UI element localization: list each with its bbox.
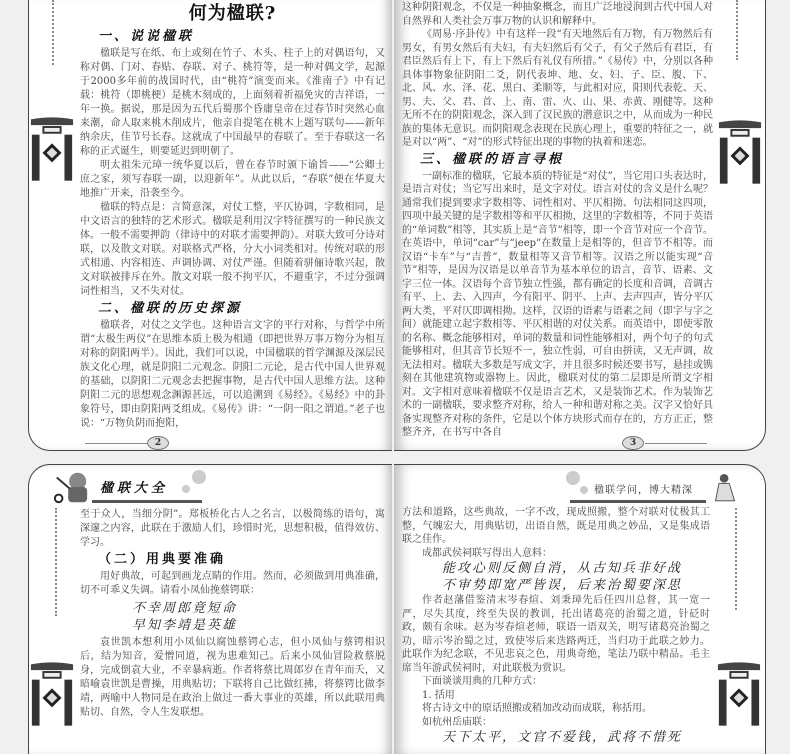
decorative-rule <box>55 508 57 616</box>
header-underline <box>92 500 202 503</box>
couplet-line: 能攻心则反侧自消，从古知兵非好战 <box>442 561 683 576</box>
decorative-rule <box>735 508 737 610</box>
page-number: 2 <box>147 436 169 450</box>
paragraph: 一副标准的楹联，它最本质的特征是“对仗”，当它用口头表达时，是语言对仗；当它写出来时，是文字对仗。语言对仗的含义是什么呢？通常我们提到要求字数相等、词性相对、平仄相拗、句法相同这四项，四项中最关键的是字数相等和平仄相拗，这里的字数相等，不同于英语的“单词数”相等，其实质上是“音节”相等，即一个音节对应一个音节。在英语中，单词“car”与“jeep”在数量上是相等的，但音节不相等。而汉语“卡车”与“吉普”，数量相等又音节相等。汉语之所以能实现“音节”相等，是因为汉语是以单音节为基本单位的语言，音节、语素、文字三位一体。汉语每个音节独立性强，都有确定的长度和音调，音调古有平、上、去、入四声，今有阳平、阴平、上声、去声四声，皆分平仄两大类，平对仄即调相拗。这样，汉语的语素与语素之间（即字与字之间）就能建立起字数相等、平仄相谐的对仗关系。而英语中，即使零散的名称、概念能够相对，单词的数量和词性能够相对，两个句子的句式能够相对，但其音节长短不一，独立性弱，可自由拼读，又无声调，故无法相对。楹联大多数是写成文字，并且很多时候还要书写，悬挂或镌刻在其他建筑物或器物上。因此，楹联对仗的第二层即是所谓文字相对。文字相对意味着楹联不仅是语言艺术，又是装饰艺术。作为装饰艺术的一副楹联，要求整齐对称，给人一种和谐对称之美。汉字又恰好具备实现整齐对称的条件，它是以个体方块形式而存在的，方方正正，整整齐齐，在书写中各自 <box>402 170 713 438</box>
page-3-column <box>402 1 713 440</box>
page-title: 何为楹联? <box>188 3 277 24</box>
couplet <box>402 560 710 594</box>
bottom-left-column <box>80 508 385 720</box>
paragraph: 用好典故，可起到画龙点睛的作用。然而，必须做到用典准确，切不可乖义失调。请看小凤仙挽蔡锷联： <box>80 571 385 596</box>
section-heading: 三、楹联的语言寻根 <box>420 151 565 167</box>
page-number-rule <box>85 443 147 444</box>
couplet-line: 不审势即宽严皆误，后来治蜀要深思 <box>442 578 683 593</box>
paragraph: 作者赵藩借鉴清末岑春煊、刘秉璋先后任四川总督，其一宽一严，尽失其度，终至失误的教训，托出诸葛亮的治蜀之道，针砭时政，颇有余味。赵为岑春煊老师，联语一语双关，明写诸葛亮治蜀之功，暗示岑治蜀之过，致使岑后来迭路两迁，当归功于此联之妙力。此联作为纪念联，不见悲哀之色，用典奇绝，笔法乃联中精品。毛主席当年游武侯祠时，对此联极为赏识。 <box>402 595 710 674</box>
bottom-right-column <box>402 506 710 746</box>
running-header: 楹联大全 <box>100 481 169 496</box>
paragraph: 至于众人，当细分阴”。郑板桥化古人之名言，以极简练的语句，寓深邃之内容，此联在于激励人们，珍惜时光，思想积极，值得效仿、学习。 <box>80 509 385 548</box>
decorative-rule <box>736 0 738 60</box>
paragraph: 如杭州岳庙联： <box>422 716 492 728</box>
paragraph: 《周易·序卦传》中有这样一段“有天地然后有万物，有万物然后有男女，有男女然后有夫妇，有夫妇然后有父子，有父子然后有君臣，有君臣然后有上下，有上下然后有礼仪有所措。”《易传》中，分别以各种具体事物象征阴阳二爻，阴代表坤、地、女、妇、子、臣、腹、下、北、风、水、泽、花、黑白、柔顺等，与此相对应，阳则代表乾、天、男、夫、父、君、首、上、南、雷、火、山、果、赤黄、刚健等。这种无所不在的阴阳观念，深入到了汉民族的潜意识之中，从而成为一种民族的集体无意识。而阴阳观念表现在民族心理上，重要的特征之一，就是对以“两”、“对”的形式特征出现的事物的执着和迷恋。 <box>402 29 713 148</box>
couplet-line: 早知李靖是英雄 <box>132 618 238 633</box>
decorative-circle <box>192 470 206 484</box>
paragraph: 下面谈谈用典的几种方式： <box>422 676 542 687</box>
section-heading: 一、说说楹联 <box>98 29 195 44</box>
couplet-door-icon <box>716 662 762 728</box>
paragraph: 成都武侯祠联写得出人意料： <box>422 547 552 559</box>
paragraph: 楹联者，对仗之文学也。这种语言文字的平行对称，与哲学中所谓“太极生两仪”在思维本质上极为相通（即把世界万事万物分为相互对称的阴阳两半）。因此，我们可以说，中国楹联的哲学渊源及深层民族文化心理，就是阴阳二元观念。阴阳二元论，是古代中国人世界观的基础，以阴阳二元观念去把握事物，是古代中国人思维方法。这种阴阳二元的思想观念渊源甚远，可以追溯到《易经》。《易经》中的卦象符号，即由阴阳两爻组成。《易传》讲：“一阴一阳之谓道。”老子也说：“万物负阴而抱阳， <box>80 320 385 429</box>
couplet-line: 不幸周郎竟短命 <box>132 601 238 616</box>
paragraph: 这种阴阳观念，不仅是一种抽象概念，而且广泛地浸润到古代中国人对自然界和人类社会万事万物的认识和解释中。 <box>402 2 713 27</box>
paragraph: 1. 括用 <box>422 689 455 701</box>
paragraph: 楹联是写在纸、布上或刻在竹子、木头、柱子上的对偶语句，又称对偶、门对、春贴、春联、对子、桃符等，是一种对偶文学，起源于2000多年前的战国时代，由“桃符”演变而来。《淮南子》中有记载：桃符（即桃梗）是桃木刻成的，上面刻着祈福免灾的吉祥语，一年一换。据说，那是因为五代后蜀那个昏庸皇帝在过春节时突然心血来潮，命人取来桃木削成片，他亲自提笔在桃木上题写联句——新年纳余庆，佳节号长春。这就成了中国最早的春联了。至于春联这一名称的正式诞生，则要延迟到明朝了。 <box>80 48 385 157</box>
scholar-figure-icon <box>50 468 92 506</box>
section-heading: 二、楹联的历史探源 <box>98 301 243 316</box>
lady-figure-icon <box>712 470 738 504</box>
paragraph: 袁世凯本想利用小凤仙以腐蚀蔡锷心志，但小凤仙与蔡锷相识后，结为知音，爱憎同道，视为患难知己。后来小凤仙冒险救蔡脱身，完成倒袁大业，不幸暴病逝。作者将蔡比周郎岁在青年而夭，又暗喻袁世凯是曹操，用典贴切；下联将自己比做红拂，将蔡锷比做李靖，两喻中人物同是在政治上做过一番大事业的英雄，所以此联用典贴切、自然，令人生发联想。 <box>80 637 385 718</box>
page-2-column <box>80 2 385 431</box>
page-number-rule <box>645 443 707 444</box>
header-underline <box>570 500 706 503</box>
couplet-door-icon <box>29 117 75 183</box>
section-heading: （二）用典要准确 <box>98 552 227 567</box>
decorative-rule <box>52 0 54 65</box>
running-header: 楹联学问，博大精深 <box>594 485 693 496</box>
paragraph: 楹联的特点是：言简意深，对仗工整，平仄协调，字数相同，是中文语言的独特的艺术形式。楹联是利用汉字特征撰写的一种民族文体。一般不需要押韵（律诗中的对联才需要押韵）。对联大致可分诗对联，以及散文对联。对联格式严格，分大小词类相对。传统对联的形式相通、内容相连、声调协调、对仗严谨。但随着骈俪诗歌兴起，散文对联被排斥在外。散文对联一般不拘平仄，不避重字，不过分强调词性相当，又不失对仗。 <box>80 202 385 297</box>
decorative-circle <box>580 486 588 494</box>
couplet <box>80 600 385 634</box>
paragraph: 明太祖朱元璋一统华夏以后，曾在春节时颁下谕旨——“公卿士庶之家，须写春联一副，以迎新年”。从此以后，“春联”便在华夏大地推广开来，沿袭至今。 <box>80 160 385 199</box>
paragraph: 方法和道路，这些典故，一字不改，现成照搬，整个对联对仗极其工整，气魄宏大，用典贴切，出语自然，既是用典之妙品，又是集成语联之佳作。 <box>402 507 710 545</box>
page-number: 3 <box>622 436 644 450</box>
couplet-door-icon <box>717 120 763 186</box>
couplet-door-icon <box>29 662 75 728</box>
decorative-circle <box>566 471 580 485</box>
paragraph: 将古诗文中的原话照搬或稍加改动而成联，称括用。 <box>422 703 652 714</box>
couplet-partial: 天下太平，文官不爱钱，武将不惜死 <box>442 730 683 745</box>
decorative-circle <box>182 485 190 493</box>
